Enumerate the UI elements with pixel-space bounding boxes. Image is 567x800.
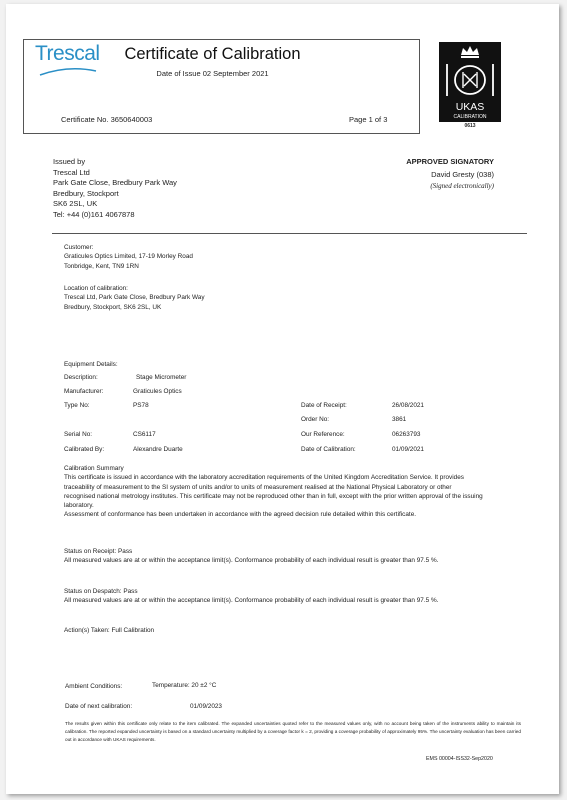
- calibration-date-value: 01/09/2021: [392, 446, 424, 453]
- issuer-line: SK6 2SL, UK: [53, 199, 98, 208]
- certificate-number: Certificate No. 3650640003: [61, 115, 153, 124]
- calibrated-by-value: Alexandre Duarte: [133, 446, 183, 453]
- certificate-page: [6, 4, 559, 794]
- type-label: Type No:: [64, 402, 90, 409]
- issuer-line: Bredbury, Stockport: [53, 188, 119, 198]
- description-value: Stage Micrometer: [136, 374, 187, 381]
- issuer-line: Park Gate Close, Bredbury Park Way: [53, 178, 177, 187]
- status-despatch-text: All measured values are at or within the acceptance limit(s). Conformance probability of each individual result is greater than 97.5 %.: [64, 597, 439, 605]
- issuer-line: Tel: +44 (0)161 4067878: [53, 209, 135, 219]
- actions-taken: Action(s) Taken: Full Calibration: [64, 627, 155, 634]
- calibration-date-label: Date of Calibration:: [301, 446, 356, 453]
- order-label: Order No:: [301, 416, 330, 423]
- customer-label: Customer:: [64, 244, 94, 251]
- summary-heading: Calibration Summary: [64, 465, 124, 472]
- ambient-conditions-value: Temperature: 20 ±2 °C: [152, 682, 217, 689]
- ukas-number: 0613: [464, 123, 476, 129]
- status-receipt: [64, 547, 484, 566]
- customer-block: [64, 243, 193, 271]
- status-receipt-text: All measured values are at or within the acceptance limit(s). Conformance probability of each individual result is greater than 97.5 %.: [64, 557, 439, 565]
- document-code: EMS 00004-ISS32-Sep2020: [426, 756, 493, 762]
- location-label: Location of calibration:: [64, 285, 128, 292]
- manufacturer-label: Manufacturer:: [64, 388, 104, 395]
- location-line: Bredbury, Stockport, SK6 2SL, UK: [64, 303, 162, 311]
- next-calibration-label: Date of next calibration:: [65, 703, 133, 710]
- footer-note: The results given within this certificate only relate to the item calibrated. The expanded uncertainties quoted refer to the measured values only, with no account being taken of the instruments ability to maintain its calibration. The reported expanded uncertainty is based on a standard uncertainty multiplied by a coverage factor k = 2, providing a coverage probability of approximately 95%. The uncertainty evaluation has been carried out in accordance with UKAS requirements.: [65, 721, 521, 742]
- calibration-summary: [64, 464, 484, 520]
- approved-signatory-label: APPROVED SIGNATORY: [406, 157, 494, 166]
- signature-note: (Signed electronically): [430, 182, 494, 190]
- reference-label: Our Reference:: [301, 431, 345, 438]
- issuer-line: Issued by: [53, 157, 86, 166]
- status-despatch-heading: Status on Despatch: Pass: [64, 588, 138, 595]
- equipment-heading: Equipment Details:: [64, 361, 118, 368]
- status-receipt-heading: Status on Receipt: Pass: [64, 548, 133, 555]
- serial-label: Serial No:: [64, 431, 93, 438]
- order-value: 3861: [392, 416, 407, 423]
- type-value: PS78: [133, 402, 149, 409]
- customer-line: Tonbridge, Kent, TN9 1RN: [64, 262, 139, 270]
- receipt-value: 26/08/2021: [392, 402, 424, 409]
- receipt-label: Date of Receipt:: [301, 402, 347, 409]
- reference-value: 06263793: [392, 431, 421, 438]
- signatory-name: David Gresty (038): [431, 170, 494, 179]
- summary-conformance: Assessment of conformance has been undertaken in accordance with the agreed decision rule detailed within this certificate.: [64, 511, 417, 519]
- description-label: Description:: [64, 374, 98, 381]
- location-line: Trescal Ltd, Park Gate Close, Bredbury Park Way: [64, 294, 205, 302]
- issue-date: Date of Issue 02 September 2021: [156, 69, 269, 78]
- serial-value: CS6117: [133, 431, 156, 438]
- divider: [52, 233, 527, 234]
- issuer-line: Trescal Ltd: [53, 167, 90, 177]
- certificate-title: Certificate of Calibration: [124, 45, 301, 63]
- summary-text: This certificate is issued in accordance with the laboratory accreditation requirements of the United Kingdom Accreditation Service. It provides traceability of measurement to the SI system of units and/or to units of measurement realised at the National Physical Laboratory or other recognised national metrology institutes. This certificate may not be reproduced other than in full, except with the prior written approval of the issuing laboratory.: [64, 474, 483, 510]
- manufacturer-value: Graticules Optics: [133, 388, 182, 395]
- ukas-logo: [439, 42, 501, 122]
- page-number: Page 1 of 3: [349, 115, 388, 124]
- crown-icon: [439, 42, 501, 122]
- issuer-block: [53, 157, 177, 220]
- ambient-conditions-label: Ambient Conditions:: [65, 683, 123, 690]
- status-despatch: [64, 587, 484, 606]
- ukas-text: UKAS: [455, 101, 485, 113]
- trescal-logo: Trescal: [35, 42, 100, 65]
- next-calibration-value: 01/09/2023: [190, 703, 222, 710]
- calibrated-by-label: Calibrated By:: [64, 446, 105, 453]
- ukas-subtext: CALIBRATION: [453, 114, 487, 120]
- customer-line: Graticules Optics Limited, 17-19 Morley Road: [64, 253, 193, 261]
- location-block: [64, 284, 205, 312]
